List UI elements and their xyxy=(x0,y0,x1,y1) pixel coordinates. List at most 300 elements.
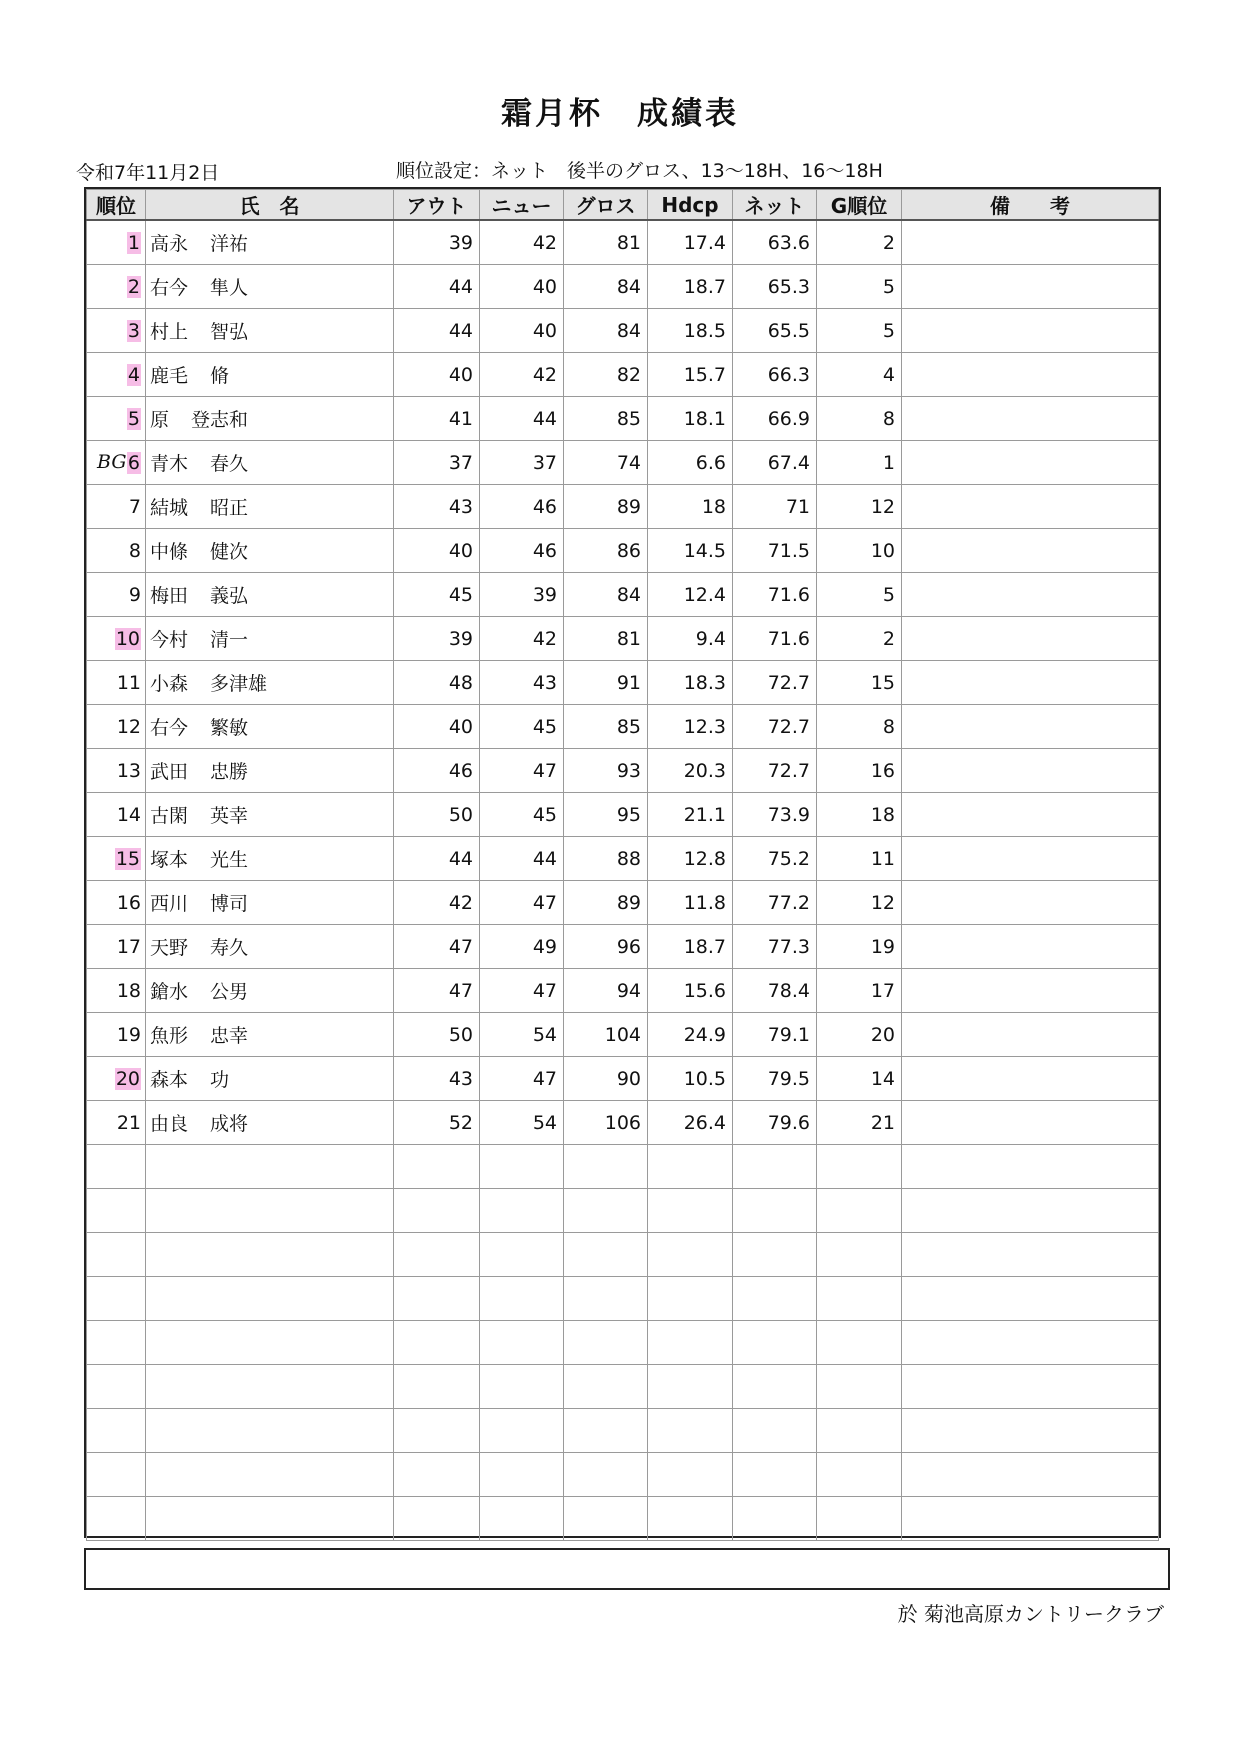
out-score-cell: 40 xyxy=(394,705,480,749)
net-score-cell: 79.6 xyxy=(733,1101,817,1145)
surname: 小森 xyxy=(150,673,189,695)
rank-value: 12 xyxy=(116,715,141,738)
table-row xyxy=(87,265,1159,309)
given-name: 光生 xyxy=(210,849,249,871)
rank-cell xyxy=(87,1013,146,1057)
gross-score-cell: 84 xyxy=(564,573,648,617)
empty-cell xyxy=(648,1409,733,1453)
results-table-frame xyxy=(84,187,1161,1538)
col-header-name: 氏 名 xyxy=(146,190,394,221)
col-header-out: アウト xyxy=(394,190,480,221)
net-score-cell: 72.7 xyxy=(733,661,817,705)
table-row xyxy=(87,1101,1159,1145)
table-row xyxy=(87,529,1159,573)
given-name: 多津雄 xyxy=(210,673,268,695)
handicap-cell: 12.4 xyxy=(648,573,733,617)
name-cell xyxy=(146,661,394,705)
empty-cell xyxy=(817,1497,902,1541)
gross-rank-cell: 11 xyxy=(817,837,902,881)
gross-score-cell: 86 xyxy=(564,529,648,573)
given-name: 忠幸 xyxy=(210,1025,249,1047)
handicap-cell: 18.1 xyxy=(648,397,733,441)
empty-cell xyxy=(480,1233,564,1277)
note-cell xyxy=(902,969,1159,1013)
given-name: 忠勝 xyxy=(210,761,249,783)
empty-cell xyxy=(902,1233,1159,1277)
handicap-cell: 12.3 xyxy=(648,705,733,749)
table-row xyxy=(87,749,1159,793)
empty-cell xyxy=(902,1189,1159,1233)
net-score-cell: 72.7 xyxy=(733,705,817,749)
surname: 古閑 xyxy=(150,805,189,827)
venue-label: 於 菊池高原カントリークラブ xyxy=(897,1602,1164,1626)
name-cell xyxy=(146,969,394,1013)
gross-rank-cell: 15 xyxy=(817,661,902,705)
empty-cell xyxy=(87,1365,146,1409)
surname: 高永 xyxy=(150,233,189,255)
handicap-cell: 18.7 xyxy=(648,925,733,969)
note-cell xyxy=(902,397,1159,441)
out-score-cell: 43 xyxy=(394,1057,480,1101)
gross-rank-cell: 18 xyxy=(817,793,902,837)
gross-rank-cell: 19 xyxy=(817,925,902,969)
empty-cell xyxy=(87,1233,146,1277)
given-name: 義弘 xyxy=(210,585,249,607)
empty-cell xyxy=(648,1321,733,1365)
empty-cell xyxy=(817,1409,902,1453)
rank-value: 21 xyxy=(116,1111,141,1134)
net-score-cell: 79.5 xyxy=(733,1057,817,1101)
handicap-cell: 18.3 xyxy=(648,661,733,705)
note-cell xyxy=(902,881,1159,925)
name-cell xyxy=(146,925,394,969)
in-score-cell: 40 xyxy=(480,309,564,353)
name-cell xyxy=(146,353,394,397)
table-row xyxy=(87,573,1159,617)
empty-cell xyxy=(902,1409,1159,1453)
rank-value: 19 xyxy=(116,1023,141,1046)
out-score-cell: 45 xyxy=(394,573,480,617)
note-cell xyxy=(902,617,1159,661)
gross-score-cell: 90 xyxy=(564,1057,648,1101)
event-date: 令和7年11月2日 xyxy=(76,162,220,184)
rank-cell xyxy=(87,529,146,573)
gross-score-cell: 93 xyxy=(564,749,648,793)
name-cell xyxy=(146,1013,394,1057)
note-cell xyxy=(902,353,1159,397)
name-cell xyxy=(146,705,394,749)
given-name: 成将 xyxy=(210,1113,249,1135)
table-row xyxy=(87,1057,1159,1101)
rank-cell xyxy=(87,1101,146,1145)
gross-score-cell: 89 xyxy=(564,485,648,529)
empty-cell xyxy=(480,1453,564,1497)
net-score-cell: 77.2 xyxy=(733,881,817,925)
in-score-cell: 46 xyxy=(480,485,564,529)
rank-value: 4 xyxy=(127,363,140,386)
empty-cell xyxy=(394,1365,480,1409)
col-header-gross: グロス xyxy=(564,190,648,221)
net-score-cell: 71 xyxy=(733,485,817,529)
empty-cell xyxy=(87,1497,146,1541)
name-cell xyxy=(146,749,394,793)
given-name: 昭正 xyxy=(210,497,249,519)
empty-cell xyxy=(480,1365,564,1409)
gross-rank-cell: 21 xyxy=(817,1101,902,1145)
empty-cell xyxy=(146,1233,394,1277)
empty-cell xyxy=(394,1189,480,1233)
note-cell xyxy=(902,705,1159,749)
surname: 梅田 xyxy=(150,585,189,607)
in-score-cell: 47 xyxy=(480,749,564,793)
col-header-rank: 順位 xyxy=(87,190,146,221)
empty-cell xyxy=(564,1321,648,1365)
rank-value: 14 xyxy=(116,803,141,826)
empty-row xyxy=(87,1189,1159,1233)
empty-cell xyxy=(146,1145,394,1189)
rank-cell xyxy=(87,265,146,309)
note-cell xyxy=(902,1013,1159,1057)
empty-cell xyxy=(733,1277,817,1321)
empty-cell xyxy=(648,1277,733,1321)
empty-row xyxy=(87,1277,1159,1321)
surname: 魚形 xyxy=(150,1025,189,1047)
note-cell xyxy=(902,220,1159,265)
out-score-cell: 37 xyxy=(394,441,480,485)
rank-value: 17 xyxy=(116,935,141,958)
gross-score-cell: 91 xyxy=(564,661,648,705)
empty-cell xyxy=(902,1497,1159,1541)
out-score-cell: 48 xyxy=(394,661,480,705)
empty-cell xyxy=(733,1321,817,1365)
name-cell xyxy=(146,573,394,617)
col-header-in: ニュー xyxy=(480,190,564,221)
in-score-cell: 44 xyxy=(480,397,564,441)
gross-score-cell: 82 xyxy=(564,353,648,397)
handicap-cell: 18.7 xyxy=(648,265,733,309)
name-cell xyxy=(146,485,394,529)
empty-cell xyxy=(564,1409,648,1453)
empty-cell xyxy=(394,1233,480,1277)
given-name: 脩 xyxy=(210,365,230,387)
rank-value: 11 xyxy=(116,671,141,694)
rank-value: 20 xyxy=(115,1067,140,1090)
name-cell xyxy=(146,397,394,441)
in-score-cell: 39 xyxy=(480,573,564,617)
gross-score-cell: 94 xyxy=(564,969,648,1013)
gross-rank-cell: 12 xyxy=(817,881,902,925)
given-name: 春久 xyxy=(210,453,249,475)
gross-score-cell: 85 xyxy=(564,705,648,749)
gross-score-cell: 96 xyxy=(564,925,648,969)
rank-cell xyxy=(87,441,146,485)
rank-value: 9 xyxy=(128,583,141,606)
handwritten-mark: BG xyxy=(97,451,127,473)
empty-cell xyxy=(564,1277,648,1321)
handicap-cell: 9.4 xyxy=(648,617,733,661)
in-score-cell: 37 xyxy=(480,441,564,485)
rank-cell xyxy=(87,1057,146,1101)
empty-cell xyxy=(146,1189,394,1233)
in-score-cell: 45 xyxy=(480,705,564,749)
empty-cell xyxy=(648,1233,733,1277)
table-row xyxy=(87,353,1159,397)
handicap-cell: 15.7 xyxy=(648,353,733,397)
table-row xyxy=(87,220,1159,265)
net-score-cell: 65.5 xyxy=(733,309,817,353)
handicap-cell: 20.3 xyxy=(648,749,733,793)
net-score-cell: 72.7 xyxy=(733,749,817,793)
net-score-cell: 67.4 xyxy=(733,441,817,485)
empty-row xyxy=(87,1233,1159,1277)
empty-cell xyxy=(480,1189,564,1233)
rank-cell xyxy=(87,220,146,265)
gross-score-cell: 74 xyxy=(564,441,648,485)
handicap-cell: 10.5 xyxy=(648,1057,733,1101)
surname: 今村 xyxy=(150,629,189,651)
rank-value: 15 xyxy=(115,847,140,870)
given-name: 寿久 xyxy=(210,937,249,959)
in-score-cell: 40 xyxy=(480,265,564,309)
empty-cell xyxy=(733,1409,817,1453)
gross-rank-cell: 14 xyxy=(817,1057,902,1101)
rank-value: 8 xyxy=(128,539,141,562)
table-row xyxy=(87,309,1159,353)
rank-cell xyxy=(87,573,146,617)
handicap-cell: 12.8 xyxy=(648,837,733,881)
surname: 右今 xyxy=(150,717,189,739)
net-score-cell: 71.6 xyxy=(733,573,817,617)
page-title: 霜月杯 成績表 xyxy=(501,96,739,132)
empty-cell xyxy=(902,1145,1159,1189)
rank-value: 18 xyxy=(116,979,141,1002)
rank-value: 2 xyxy=(127,275,140,298)
empty-cell xyxy=(733,1497,817,1541)
handicap-cell: 18.5 xyxy=(648,309,733,353)
in-score-cell: 43 xyxy=(480,661,564,705)
net-score-cell: 73.9 xyxy=(733,793,817,837)
note-cell xyxy=(902,1101,1159,1145)
gross-score-cell: 104 xyxy=(564,1013,648,1057)
net-score-cell: 65.3 xyxy=(733,265,817,309)
out-score-cell: 47 xyxy=(394,925,480,969)
name-cell xyxy=(146,1057,394,1101)
rank-value: 16 xyxy=(116,891,141,914)
gross-rank-cell: 20 xyxy=(817,1013,902,1057)
in-score-cell: 42 xyxy=(480,220,564,265)
gross-score-cell: 84 xyxy=(564,265,648,309)
name-cell xyxy=(146,1101,394,1145)
note-cell xyxy=(902,441,1159,485)
handicap-cell: 15.6 xyxy=(648,969,733,1013)
note-cell xyxy=(902,661,1159,705)
surname: 原 xyxy=(150,409,170,431)
rank-cell xyxy=(87,617,146,661)
in-score-cell: 45 xyxy=(480,793,564,837)
given-name: 登志和 xyxy=(191,409,249,431)
handicap-cell: 6.6 xyxy=(648,441,733,485)
in-score-cell: 54 xyxy=(480,1013,564,1057)
surname: 由良 xyxy=(150,1113,189,1135)
empty-cell xyxy=(394,1453,480,1497)
handicap-cell: 11.8 xyxy=(648,881,733,925)
table-row xyxy=(87,793,1159,837)
rank-cell xyxy=(87,793,146,837)
given-name: 洋祐 xyxy=(210,233,249,255)
empty-row xyxy=(87,1409,1159,1453)
handicap-cell: 17.4 xyxy=(648,220,733,265)
name-cell xyxy=(146,309,394,353)
empty-cell xyxy=(146,1365,394,1409)
out-score-cell: 43 xyxy=(394,485,480,529)
empty-cell xyxy=(648,1497,733,1541)
net-score-cell: 71.5 xyxy=(733,529,817,573)
out-score-cell: 41 xyxy=(394,397,480,441)
gross-score-cell: 106 xyxy=(564,1101,648,1145)
gross-score-cell: 89 xyxy=(564,881,648,925)
empty-cell xyxy=(87,1277,146,1321)
empty-cell xyxy=(817,1453,902,1497)
empty-cell xyxy=(733,1233,817,1277)
empty-cell xyxy=(146,1453,394,1497)
table-row xyxy=(87,1013,1159,1057)
rank-cell xyxy=(87,925,146,969)
table-row xyxy=(87,661,1159,705)
empty-cell xyxy=(733,1189,817,1233)
empty-cell xyxy=(394,1497,480,1541)
empty-cell xyxy=(564,1497,648,1541)
gross-rank-cell: 8 xyxy=(817,705,902,749)
gross-rank-cell: 4 xyxy=(817,353,902,397)
name-cell xyxy=(146,793,394,837)
out-score-cell: 39 xyxy=(394,617,480,661)
table-row xyxy=(87,969,1159,1013)
empty-cell xyxy=(146,1321,394,1365)
out-score-cell: 44 xyxy=(394,309,480,353)
empty-cell xyxy=(564,1365,648,1409)
results-body xyxy=(87,220,1159,1541)
gross-score-cell: 84 xyxy=(564,309,648,353)
given-name: 繁敏 xyxy=(210,717,249,739)
net-score-cell: 66.3 xyxy=(733,353,817,397)
empty-cell xyxy=(733,1145,817,1189)
name-cell xyxy=(146,529,394,573)
gross-rank-cell: 17 xyxy=(817,969,902,1013)
empty-cell xyxy=(480,1277,564,1321)
empty-cell xyxy=(394,1277,480,1321)
note-cell xyxy=(902,925,1159,969)
out-score-cell: 40 xyxy=(394,529,480,573)
empty-cell xyxy=(648,1189,733,1233)
note-cell xyxy=(902,485,1159,529)
rank-cell xyxy=(87,881,146,925)
note-cell xyxy=(902,1057,1159,1101)
surname: 右今 xyxy=(150,277,189,299)
name-cell xyxy=(146,265,394,309)
given-name: 英幸 xyxy=(210,805,249,827)
rank-cell xyxy=(87,661,146,705)
net-score-cell: 71.6 xyxy=(733,617,817,661)
col-header-hdcp: Hdcp xyxy=(648,190,733,221)
gross-rank-cell: 10 xyxy=(817,529,902,573)
col-header-net: ネット xyxy=(733,190,817,221)
out-score-cell: 52 xyxy=(394,1101,480,1145)
empty-cell xyxy=(87,1321,146,1365)
gross-score-cell: 88 xyxy=(564,837,648,881)
empty-cell xyxy=(480,1321,564,1365)
name-cell xyxy=(146,441,394,485)
in-score-cell: 47 xyxy=(480,1057,564,1101)
gross-score-cell: 85 xyxy=(564,397,648,441)
surname: 結城 xyxy=(150,497,189,519)
name-cell xyxy=(146,617,394,661)
given-name: 公男 xyxy=(210,981,249,1003)
empty-cell xyxy=(733,1365,817,1409)
empty-cell xyxy=(648,1145,733,1189)
empty-cell xyxy=(564,1453,648,1497)
empty-cell xyxy=(902,1453,1159,1497)
handicap-cell: 18 xyxy=(648,485,733,529)
empty-cell xyxy=(817,1233,902,1277)
handicap-cell: 26.4 xyxy=(648,1101,733,1145)
in-score-cell: 54 xyxy=(480,1101,564,1145)
rank-value: 3 xyxy=(127,319,140,342)
rank-cell xyxy=(87,969,146,1013)
in-score-cell: 49 xyxy=(480,925,564,969)
out-score-cell: 40 xyxy=(394,353,480,397)
gross-rank-cell: 5 xyxy=(817,573,902,617)
empty-cell xyxy=(480,1409,564,1453)
gross-rank-cell: 16 xyxy=(817,749,902,793)
empty-cell xyxy=(87,1453,146,1497)
empty-cell xyxy=(902,1321,1159,1365)
empty-cell xyxy=(902,1365,1159,1409)
given-name: 功 xyxy=(210,1069,230,1091)
rank-value: 13 xyxy=(116,759,141,782)
out-score-cell: 46 xyxy=(394,749,480,793)
out-score-cell: 50 xyxy=(394,1013,480,1057)
gross-score-cell: 81 xyxy=(564,220,648,265)
empty-cell xyxy=(87,1189,146,1233)
rank-cell xyxy=(87,705,146,749)
empty-cell xyxy=(817,1277,902,1321)
handicap-cell: 24.9 xyxy=(648,1013,733,1057)
name-cell xyxy=(146,837,394,881)
handicap-cell: 14.5 xyxy=(648,529,733,573)
note-cell xyxy=(902,837,1159,881)
empty-cell xyxy=(648,1365,733,1409)
gross-score-cell: 95 xyxy=(564,793,648,837)
table-row xyxy=(87,485,1159,529)
surname: 武田 xyxy=(150,761,189,783)
surname: 村上 xyxy=(150,321,189,343)
empty-row xyxy=(87,1145,1159,1189)
note-cell xyxy=(902,749,1159,793)
name-cell xyxy=(146,881,394,925)
in-score-cell: 44 xyxy=(480,837,564,881)
gross-rank-cell: 2 xyxy=(817,220,902,265)
empty-cell xyxy=(733,1453,817,1497)
surname: 鎗水 xyxy=(150,981,189,1003)
out-score-cell: 50 xyxy=(394,793,480,837)
empty-row xyxy=(87,1321,1159,1365)
empty-cell xyxy=(394,1409,480,1453)
empty-row xyxy=(87,1365,1159,1409)
gross-rank-cell: 12 xyxy=(817,485,902,529)
table-row xyxy=(87,441,1159,485)
note-cell xyxy=(902,309,1159,353)
table-row xyxy=(87,705,1159,749)
